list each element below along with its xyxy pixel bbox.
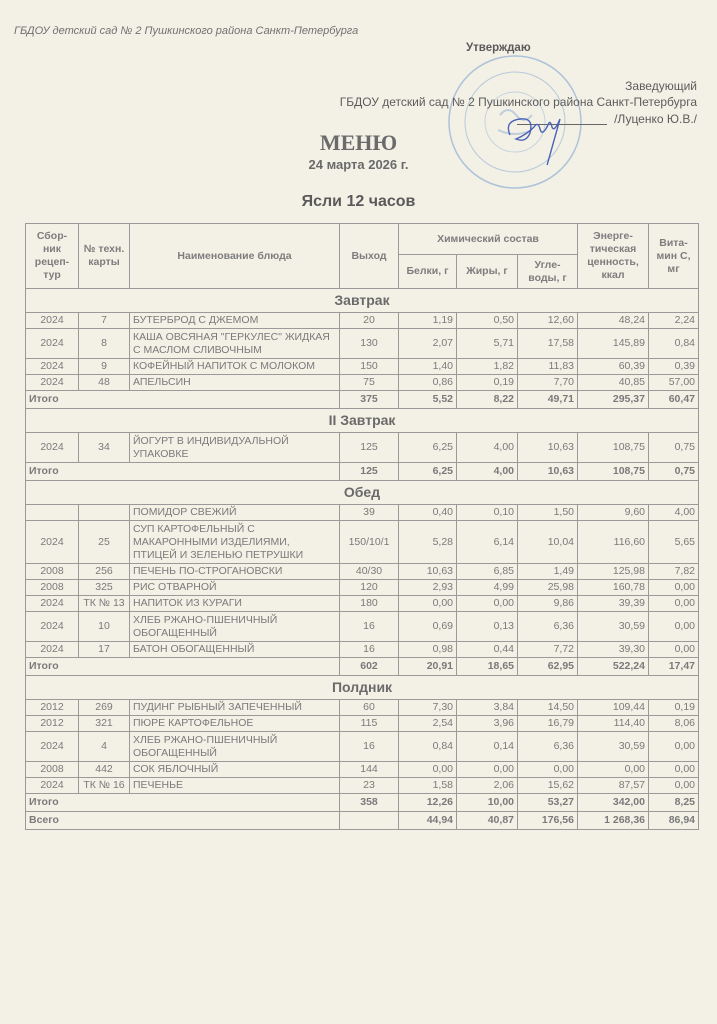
total-energy: 108,75: [578, 463, 649, 481]
cell-carbs: 14,50: [518, 700, 578, 716]
cell-card: 325: [79, 580, 130, 596]
cell-energy: 30,59: [578, 732, 649, 762]
cell-name: ХЛЕБ РЖАНО-ПШЕНИЧНЫЙ ОБОГАЩЕННЫЙ: [130, 612, 340, 642]
cell-energy: 30,59: [578, 612, 649, 642]
cell-carbs: 17,58: [518, 329, 578, 359]
table-row: [26, 329, 699, 359]
cell-fat: 0,00: [457, 596, 518, 612]
cell-energy: 87,57: [578, 778, 649, 794]
menu-table: [25, 223, 699, 830]
cell-card: 8: [79, 329, 130, 359]
cell-protein: 1,19: [399, 313, 457, 329]
menu-group: Ясли 12 часов: [301, 193, 416, 210]
cell-fat: 0,10: [457, 505, 518, 521]
total-energy: 342,00: [578, 794, 649, 812]
cell-energy: 48,24: [578, 313, 649, 329]
cell-collection: 2008: [26, 580, 79, 596]
section-title: Обед: [26, 481, 699, 505]
cell-card: 48: [79, 375, 130, 391]
cell-card: ТК № 13: [79, 596, 130, 612]
cell-protein: 1,40: [399, 359, 457, 375]
cell-vitc: 2,24: [649, 313, 699, 329]
total-output: 125: [340, 463, 399, 481]
total-label: Итого: [26, 391, 340, 409]
cell-protein: 0,84: [399, 732, 457, 762]
cell-fat: 4,99: [457, 580, 518, 596]
cell-fat: 0,19: [457, 375, 518, 391]
cell-carbs: 6,36: [518, 612, 578, 642]
cell-carbs: 0,00: [518, 762, 578, 778]
total-fat: 18,65: [457, 658, 518, 676]
cell-fat: 0,00: [457, 762, 518, 778]
cell-collection: 2008: [26, 762, 79, 778]
total-label: Итого: [26, 658, 340, 676]
cell-vitc: 7,82: [649, 564, 699, 580]
table-row: [26, 580, 699, 596]
cell-collection: 2024: [26, 732, 79, 762]
cell-collection: 2008: [26, 564, 79, 580]
cell-fat: 3,96: [457, 716, 518, 732]
table-row: [26, 762, 699, 778]
cell-name: ПУДИНГ РЫБНЫЙ ЗАПЕЧЕННЫЙ: [130, 700, 340, 716]
total-vitc: 8,25: [649, 794, 699, 812]
table-row: [26, 732, 699, 762]
cell-protein: 0,00: [399, 762, 457, 778]
cell-card: ТК № 16: [79, 778, 130, 794]
total-protein: 12,26: [399, 794, 457, 812]
cell-card: 4: [79, 732, 130, 762]
cell-card: 321: [79, 716, 130, 732]
approval-label: Утверждаю: [466, 42, 531, 54]
cell-vitc: 0,00: [649, 612, 699, 642]
cell-protein: 1,58: [399, 778, 457, 794]
cell-carbs: 7,70: [518, 375, 578, 391]
cell-collection: 2024: [26, 329, 79, 359]
total-energy: 295,37: [578, 391, 649, 409]
section-title: II Завтрак: [26, 409, 699, 433]
cell-vitc: 0,75: [649, 433, 699, 463]
cell-collection: 2024: [26, 521, 79, 564]
table-row: [26, 433, 699, 463]
table-row: [26, 778, 699, 794]
cell-card: 34: [79, 433, 130, 463]
cell-carbs: 11,83: [518, 359, 578, 375]
cell-output: 115: [340, 716, 399, 732]
cell-vitc: 0,00: [649, 732, 699, 762]
cell-protein: 7,30: [399, 700, 457, 716]
cell-fat: 5,71: [457, 329, 518, 359]
cell-card: 17: [79, 642, 130, 658]
cell-collection: 2024: [26, 359, 79, 375]
cell-energy: 114,40: [578, 716, 649, 732]
total-protein: 20,91: [399, 658, 457, 676]
cell-energy: 9,60: [578, 505, 649, 521]
grand-total-vitc: 86,94: [649, 812, 699, 830]
cell-fat: 6,85: [457, 564, 518, 580]
cell-output: 150/10/1: [340, 521, 399, 564]
approver-organization: ГБДОУ детский сад № 2 Пушкинского района Санкт-Петербурга: [339, 95, 697, 109]
grand-total-label: Всего: [26, 812, 340, 830]
cell-fat: 0,13: [457, 612, 518, 642]
cell-energy: 109,44: [578, 700, 649, 716]
total-vitc: 17,47: [649, 658, 699, 676]
cell-name: НАПИТОК ИЗ КУРАГИ: [130, 596, 340, 612]
total-vitc: 60,47: [649, 391, 699, 409]
total-vitc: 0,75: [649, 463, 699, 481]
section-row: [26, 409, 699, 433]
cell-vitc: 4,00: [649, 505, 699, 521]
cell-output: 120: [340, 580, 399, 596]
total-protein: 5,52: [399, 391, 457, 409]
cell-carbs: 9,86: [518, 596, 578, 612]
total-output: 375: [340, 391, 399, 409]
cell-protein: 6,25: [399, 433, 457, 463]
table-row: [26, 716, 699, 732]
table-row: [26, 596, 699, 612]
cell-fat: 1,82: [457, 359, 518, 375]
cell-name: ХЛЕБ РЖАНО-ПШЕНИЧНЫЙ ОБОГАЩЕННЫЙ: [130, 732, 340, 762]
total-carbs: 49,71: [518, 391, 578, 409]
table-row: [26, 700, 699, 716]
header-chem: Химический состав: [399, 224, 578, 255]
total-row: [26, 794, 699, 812]
header-name: Наименование блюда: [130, 224, 340, 289]
cell-protein: 0,40: [399, 505, 457, 521]
cell-energy: 39,39: [578, 596, 649, 612]
cell-name: КАША ОВСЯНАЯ "ГЕРКУЛЕС" ЖИДКАЯ С МАСЛОМ СЛИВОЧНЫМ: [130, 329, 340, 359]
cell-energy: 39,30: [578, 642, 649, 658]
table-row: [26, 521, 699, 564]
cell-carbs: 15,62: [518, 778, 578, 794]
cell-fat: 0,44: [457, 642, 518, 658]
cell-output: 125: [340, 433, 399, 463]
cell-fat: 0,50: [457, 313, 518, 329]
cell-vitc: 0,39: [649, 359, 699, 375]
cell-card: 7: [79, 313, 130, 329]
cell-protein: 5,28: [399, 521, 457, 564]
cell-name: ПЕЧЕНЬ ПО-СТРОГАНОВСКИ: [130, 564, 340, 580]
total-output: 358: [340, 794, 399, 812]
approver-name: /Луценко Ю.В./: [614, 112, 697, 126]
page-title: МЕНЮ: [319, 130, 398, 155]
table-row: [26, 313, 699, 329]
cell-vitc: 0,00: [649, 580, 699, 596]
org-header: ГБДОУ детский сад № 2 Пушкинского района Санкт-Петербурга: [14, 25, 359, 37]
cell-card: 442: [79, 762, 130, 778]
section-row: [26, 481, 699, 505]
grand-total-row: [26, 812, 699, 830]
total-fat: 10,00: [457, 794, 518, 812]
header-energy: Энерге-тическая ценность, ккал: [578, 224, 649, 289]
header-output: Выход: [340, 224, 399, 289]
cell-output: 16: [340, 612, 399, 642]
cell-vitc: 0,00: [649, 762, 699, 778]
cell-output: 130: [340, 329, 399, 359]
cell-carbs: 7,72: [518, 642, 578, 658]
cell-protein: 2,54: [399, 716, 457, 732]
cell-collection: 2024: [26, 778, 79, 794]
table-row: [26, 375, 699, 391]
cell-collection: 2012: [26, 700, 79, 716]
total-row: [26, 391, 699, 409]
cell-vitc: 0,00: [649, 642, 699, 658]
cell-card: 9: [79, 359, 130, 375]
cell-fat: 2,06: [457, 778, 518, 794]
cell-vitc: 0,19: [649, 700, 699, 716]
cell-name: БАТОН ОБОГАЩЕННЫЙ: [130, 642, 340, 658]
total-carbs: 62,95: [518, 658, 578, 676]
section-row: [26, 289, 699, 313]
cell-carbs: 12,60: [518, 313, 578, 329]
cell-name: БУТЕРБРОД С ДЖЕМОМ: [130, 313, 340, 329]
cell-fat: 6,14: [457, 521, 518, 564]
cell-carbs: 10,04: [518, 521, 578, 564]
cell-vitc: 57,00: [649, 375, 699, 391]
cell-output: 144: [340, 762, 399, 778]
table-row: [26, 642, 699, 658]
total-fat: 4,00: [457, 463, 518, 481]
approver-position: Заведующий: [625, 79, 697, 93]
cell-energy: 40,85: [578, 375, 649, 391]
table-row: [26, 359, 699, 375]
total-row: [26, 658, 699, 676]
header-carbs: Угле-воды, г: [518, 255, 578, 289]
cell-vitc: 0,00: [649, 778, 699, 794]
cell-name: АПЕЛЬСИН: [130, 375, 340, 391]
section-title: Полдник: [26, 676, 699, 700]
cell-collection: 2024: [26, 642, 79, 658]
cell-output: 16: [340, 642, 399, 658]
grand-total-fat: 40,87: [457, 812, 518, 830]
cell-card: 269: [79, 700, 130, 716]
cell-protein: 0,00: [399, 596, 457, 612]
cell-collection: [26, 505, 79, 521]
cell-energy: 116,60: [578, 521, 649, 564]
cell-name: ПОМИДОР СВЕЖИЙ: [130, 505, 340, 521]
total-label: Итого: [26, 463, 340, 481]
cell-name: ПЕЧЕНЬЕ: [130, 778, 340, 794]
cell-carbs: 25,98: [518, 580, 578, 596]
cell-protein: 2,93: [399, 580, 457, 596]
cell-name: ЙОГУРТ В ИНДИВИДУАЛЬНОЙ УПАКОВКЕ: [130, 433, 340, 463]
cell-collection: 2024: [26, 375, 79, 391]
cell-carbs: 10,63: [518, 433, 578, 463]
cell-output: 20: [340, 313, 399, 329]
cell-collection: 2024: [26, 612, 79, 642]
cell-energy: 0,00: [578, 762, 649, 778]
header-fat: Жиры, г: [457, 255, 518, 289]
header-protein: Белки, г: [399, 255, 457, 289]
total-carbs: 53,27: [518, 794, 578, 812]
cell-carbs: 16,79: [518, 716, 578, 732]
total-label: Итого: [26, 794, 340, 812]
cell-card: 25: [79, 521, 130, 564]
cell-fat: 4,00: [457, 433, 518, 463]
total-output: 602: [340, 658, 399, 676]
cell-collection: 2024: [26, 433, 79, 463]
cell-name: СУП КАРТОФЕЛЬНЫЙ С МАКАРОННЫМИ ИЗДЕЛИЯМИ, ПТИЦЕЙ И ЗЕЛЕНЬЮ ПЕТРУШКИ: [130, 521, 340, 564]
cell-output: 16: [340, 732, 399, 762]
cell-collection: 2024: [26, 313, 79, 329]
header-collection: Сбор-ник рецеп-тур: [26, 224, 79, 289]
cell-protein: 0,98: [399, 642, 457, 658]
menu-body: [26, 289, 699, 830]
cell-vitc: 0,00: [649, 596, 699, 612]
section-row: [26, 676, 699, 700]
total-row: [26, 463, 699, 481]
cell-vitc: 5,65: [649, 521, 699, 564]
cell-name: РИС ОТВАРНОЙ: [130, 580, 340, 596]
section-title: Завтрак: [26, 289, 699, 313]
cell-output: 23: [340, 778, 399, 794]
grand-total-output: [340, 812, 399, 830]
table-row: [26, 564, 699, 580]
cell-collection: 2024: [26, 596, 79, 612]
cell-carbs: 1,49: [518, 564, 578, 580]
cell-vitc: 0,84: [649, 329, 699, 359]
cell-output: 150: [340, 359, 399, 375]
grand-total-protein: 44,94: [399, 812, 457, 830]
cell-name: ПЮРЕ КАРТОФЕЛЬНОЕ: [130, 716, 340, 732]
cell-protein: 0,69: [399, 612, 457, 642]
cell-energy: 60,39: [578, 359, 649, 375]
cell-output: 39: [340, 505, 399, 521]
cell-output: 180: [340, 596, 399, 612]
table-row: [26, 505, 699, 521]
grand-total-energy: 1 268,36: [578, 812, 649, 830]
cell-energy: 160,78: [578, 580, 649, 596]
cell-carbs: 1,50: [518, 505, 578, 521]
grand-total-carbs: 176,56: [518, 812, 578, 830]
cell-energy: 145,89: [578, 329, 649, 359]
total-protein: 6,25: [399, 463, 457, 481]
cell-output: 60: [340, 700, 399, 716]
cell-protein: 0,86: [399, 375, 457, 391]
cell-vitc: 8,06: [649, 716, 699, 732]
menu-date: 24 марта 2026 г.: [308, 157, 409, 172]
total-energy: 522,24: [578, 658, 649, 676]
table-row: [26, 612, 699, 642]
cell-collection: 2012: [26, 716, 79, 732]
header-card: № техн. карты: [79, 224, 130, 289]
cell-card: [79, 505, 130, 521]
cell-energy: 108,75: [578, 433, 649, 463]
cell-name: КОФЕЙНЫЙ НАПИТОК С МОЛОКОМ: [130, 359, 340, 375]
cell-fat: 0,14: [457, 732, 518, 762]
cell-energy: 125,98: [578, 564, 649, 580]
cell-carbs: 6,36: [518, 732, 578, 762]
cell-name: СОК ЯБЛОЧНЫЙ: [130, 762, 340, 778]
total-fat: 8,22: [457, 391, 518, 409]
cell-fat: 3,84: [457, 700, 518, 716]
total-carbs: 10,63: [518, 463, 578, 481]
cell-protein: 10,63: [399, 564, 457, 580]
cell-output: 75: [340, 375, 399, 391]
cell-card: 256: [79, 564, 130, 580]
cell-output: 40/30: [340, 564, 399, 580]
cell-protein: 2,07: [399, 329, 457, 359]
cell-card: 10: [79, 612, 130, 642]
header-vitc: Вита-мин С, мг: [649, 224, 699, 289]
